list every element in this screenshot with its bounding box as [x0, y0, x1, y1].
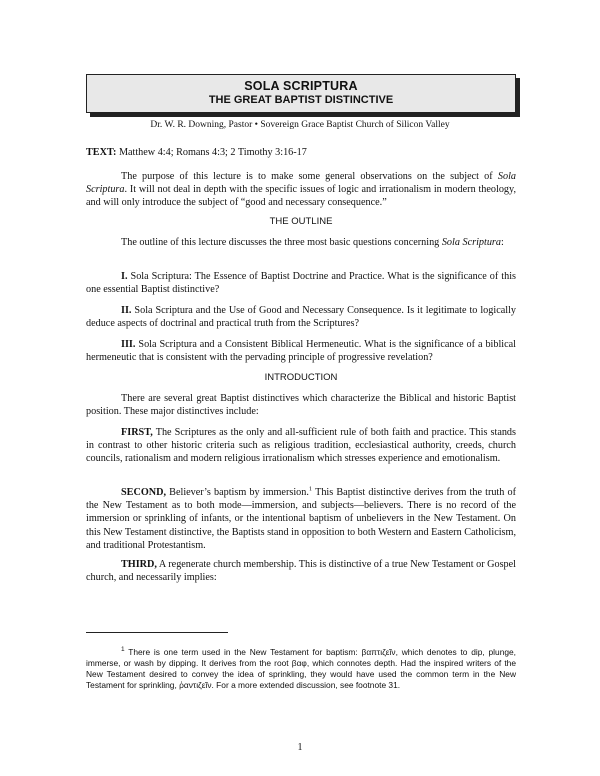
outline-emphasis: Sola Scriptura	[441, 237, 501, 248]
outline-item-text: Sola Scriptura: The Essence of Baptist Doctrine and Practice. What is the significance of this one essential Baptist distinctive?	[86, 271, 516, 296]
outline-text-a: The outline of this lecture discusses the three most basic questions concerning	[121, 237, 442, 248]
footnote-marker[interactable]: 1	[308, 485, 313, 493]
outline-item-text: Sola Scriptura and the Use of Good and Necessary Consequence. Is it legitimate to logically deduce aspects of doctrinal and practical truth from the Scriptures?	[86, 305, 516, 330]
intro-paragraph	[86, 170, 516, 210]
intro-text-c: . It will not deal in depth with the specific issues of logic and irrationalism in modern theology, and will only introduce the subject of “good and necessary consequence.”	[86, 184, 516, 209]
footnote-text: There is one term used in the New Testament for baptism: βαπτιζεῖν, which denotes to dip, plunge, immerse, or wash by dipping. It derives from the root βαφ, which connotes depth. Had the inspired writers of the New Testament desired to convey the idea of sprinkling, they would have used the common term in the New Testament for sprinkling, ῥαντιζεῖν. For a more extended discussion, see footnote 31.	[86, 647, 516, 690]
document-title: SOLA SCRIPTURA	[244, 79, 358, 93]
intro-text-a: The purpose of this lecture is to make some general observations on the subject of	[121, 171, 498, 182]
footnote-divider	[86, 632, 228, 633]
footnote-number: 1	[121, 646, 125, 654]
page-number: 1	[297, 742, 303, 753]
outline-paragraph	[86, 236, 516, 249]
outline-item	[86, 304, 516, 330]
footnote	[86, 647, 516, 691]
second-distinctive	[86, 486, 516, 552]
document-subtitle: THE GREAT BAPTIST DISTINCTIVE	[208, 94, 394, 106]
outline-item-text: Sola Scriptura and a Consistent Biblical Hermeneutic. What is the significance of a biblical hermeneutic that is consistent with the pervading principle of progressive revelation?	[86, 339, 516, 364]
introduction-text: There are several great Baptist distinctives which characterize the Biblical and historic Baptist position. These major distinctives include:	[86, 393, 516, 418]
text-line	[86, 146, 516, 159]
text-label: TEXT:	[86, 147, 117, 158]
outline-item	[86, 270, 516, 296]
introduction-paragraph	[86, 392, 516, 418]
scripture-references: Matthew 4:4; Romans 4:3; 2 Timothy 3:16-17	[118, 147, 307, 158]
introduction-heading: INTRODUCTION	[264, 372, 338, 383]
first-distinctive	[86, 426, 516, 466]
outline-heading: THE OUTLINE	[269, 216, 333, 227]
third-distinctive	[86, 558, 516, 584]
third-text: A regenerate church membership. This is distinctive of a true New Testament or Gospel church, and necessarily implies:	[86, 559, 517, 584]
second-text-b: This Baptist distinctive derives from the truth of the New Testament as to both mode—immersion, and subjects—believers. There is no record of the immersion or sprinkling of infants, or the intentional baptism of unbelievers in the New Testament. On this New Testament distinctive, the Baptists stand in opposition to both Western and Eastern Catholicism, and traditional Protestantism.	[86, 487, 516, 551]
first-label: FIRST,	[121, 427, 153, 438]
third-label: THIRD,	[121, 559, 157, 570]
outline-item-number: III.	[121, 339, 136, 350]
intro-emphasis: Sola Scriptura	[86, 171, 516, 196]
author-byline: Dr. W. R. Downing, Pastor • Sovereign Grace Baptist Church of Silicon Valley	[150, 120, 450, 130]
outline-item-number: II.	[121, 305, 132, 316]
outline-item-number: I.	[121, 271, 128, 282]
outline-item	[86, 338, 516, 364]
second-label: SECOND,	[121, 487, 167, 498]
outline-text-c: :	[500, 237, 504, 248]
title-box	[86, 74, 516, 113]
first-text: The Scriptures as the only and all-sufficient rule of both faith and practice. This stands in contrast to other historic criteria such as religious tradition, ecclesiastical authority, creeds, church councils, rationalism and modern religious irrationalism which stresses experience and emotionalism.	[86, 427, 516, 465]
second-text-a: Believer’s baptism by immersion.	[166, 487, 309, 498]
